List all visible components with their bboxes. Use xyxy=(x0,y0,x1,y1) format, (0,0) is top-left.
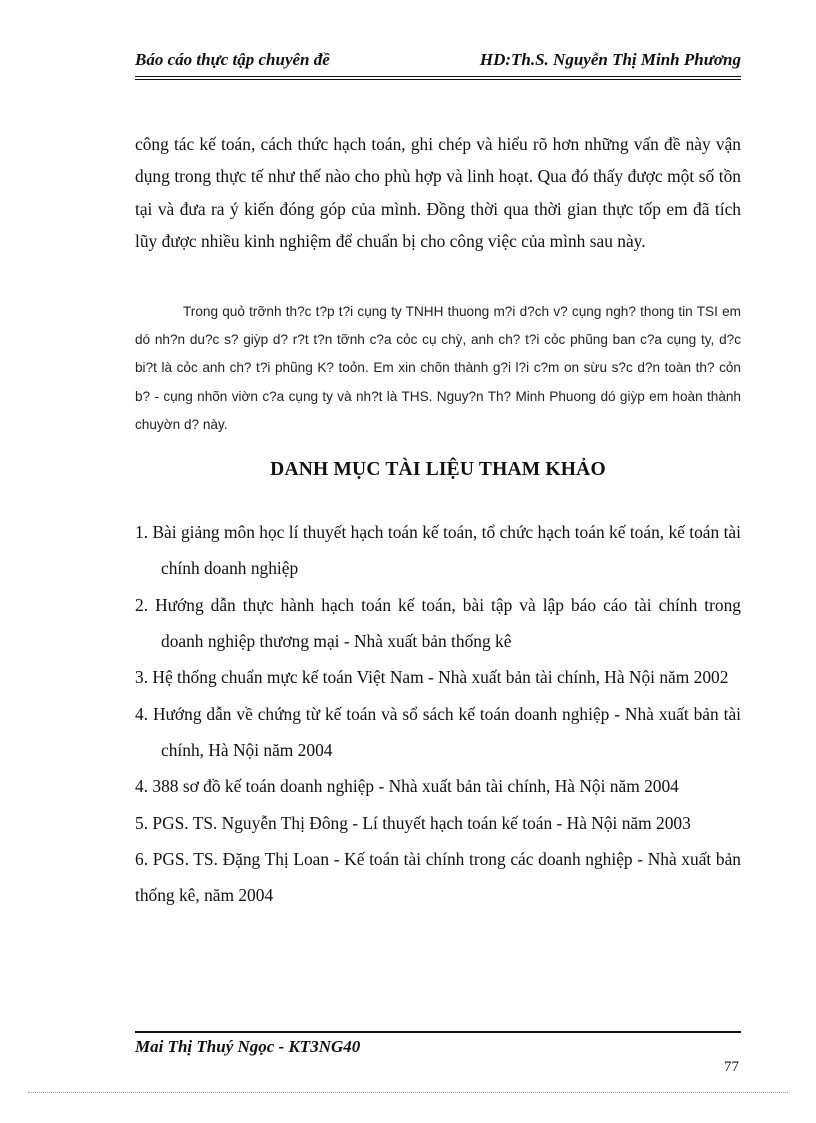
reference-number: 1. xyxy=(135,522,149,542)
footer-author: Mai Thị Thuý Ngọc - KT3NG40 xyxy=(135,1037,361,1056)
page-header xyxy=(135,48,741,80)
page-bottom-divider xyxy=(28,1092,788,1093)
reference-item xyxy=(135,841,741,913)
reference-text: Hướng dẫn thực hành hạch toán kế toán, bài tập và lập báo cáo tài chính trong doanh nghiệp thương mại - Nhà xuất bản thống kê xyxy=(155,594,741,651)
reference-text: 388 sơ đồ kế toán doanh nghiệp - Nhà xuất bản tài chính, Hà Nội năm 2004 xyxy=(152,776,679,796)
reference-number: 4. xyxy=(135,776,149,796)
reference-item xyxy=(135,696,741,768)
reference-number: 5. xyxy=(135,812,149,833)
reference-item xyxy=(135,514,741,586)
reference-list xyxy=(135,514,741,914)
reference-text: Bài giảng môn học lí thuyết hạch toán kế toán, tổ chức hạch toán kế toán, kế toán tài chính doanh nghiệp xyxy=(152,522,741,578)
reference-number: 4. xyxy=(135,703,149,724)
reference-text: PGS. TS. Nguyễn Thị Đông - Lí thuyết hạch toán kế toán - Hà Nội năm 2003 xyxy=(152,812,691,833)
reference-text: PGS. TS. Đặng Thị Loan - Kế toán tài chính trong các doanh nghiệp - Nhà xuất bản thống kê, năm 2004 xyxy=(135,849,742,905)
reference-item xyxy=(135,768,741,804)
intro-paragraph: công tác kế toán, cách thức hạch toán, ghi chép và hiểu rõ hơn những vấn đề này vận dụng trong thực tế như thế nào cho phù hợp và linh hoạt. Qua đó thấy được một số tồn tại và đưa ra ý kiến đóng góp của mình. Đồng thời qua thời gian thực tốp em đã tích lũy được nhiều kinh nghiệm để chuẩn bị cho công việc của mình sau này. xyxy=(135,134,741,251)
reference-number: 6. xyxy=(135,849,149,869)
reference-item xyxy=(135,659,741,695)
references-title: DANH MỤC TÀI LIỆU THAM KHẢO xyxy=(270,459,606,480)
acknowledgement-paragraph: Trong quỏ trỡnh th?c t?p t?i cụng ty TNHH thuong m?i d?ch v? cụng ngh? thong tin TSI em dó nh?n du?c s? giỳp d? r?t t?n tỡnh c?a cỏc cụ chỳ, anh ch? t?i cỏc phũng ban c?a cụng ty, d?c bi?t là cỏc anh ch? t?i phũng K? toỏn. Em xin chõn thành g?i l?i c?m on sừu s?c d?n toàn th? cỏn b? - cụng nhõn viờn c?a cụng ty và nh?t là THS. Nguy?n Th? Minh Phuong dó giỳp em hoàn thành chuyờn d? này. xyxy=(135,304,741,432)
reference-text: Hướng dẫn về chứng từ kế toán và sổ sách kế toán doanh nghiệp - Nhà xuất bản tài chính, Hà Nội năm 2004 xyxy=(152,703,741,760)
page-number: 77 xyxy=(724,1059,739,1075)
page-footer xyxy=(135,1031,741,1075)
reference-text: Hệ thống chuẩn mực kế toán Việt Nam - Nhà xuất bản tài chính, Hà Nội năm 2002 xyxy=(152,667,729,687)
header-advisor: HD:Th.S. Nguyễn Thị Minh Phương xyxy=(479,50,741,69)
reference-item xyxy=(135,587,741,659)
header-report-title: Báo cáo thực tập chuyên đề xyxy=(135,50,330,69)
reference-number: 3. xyxy=(135,667,149,687)
reference-item xyxy=(135,805,741,841)
reference-number: 2. xyxy=(135,594,149,615)
